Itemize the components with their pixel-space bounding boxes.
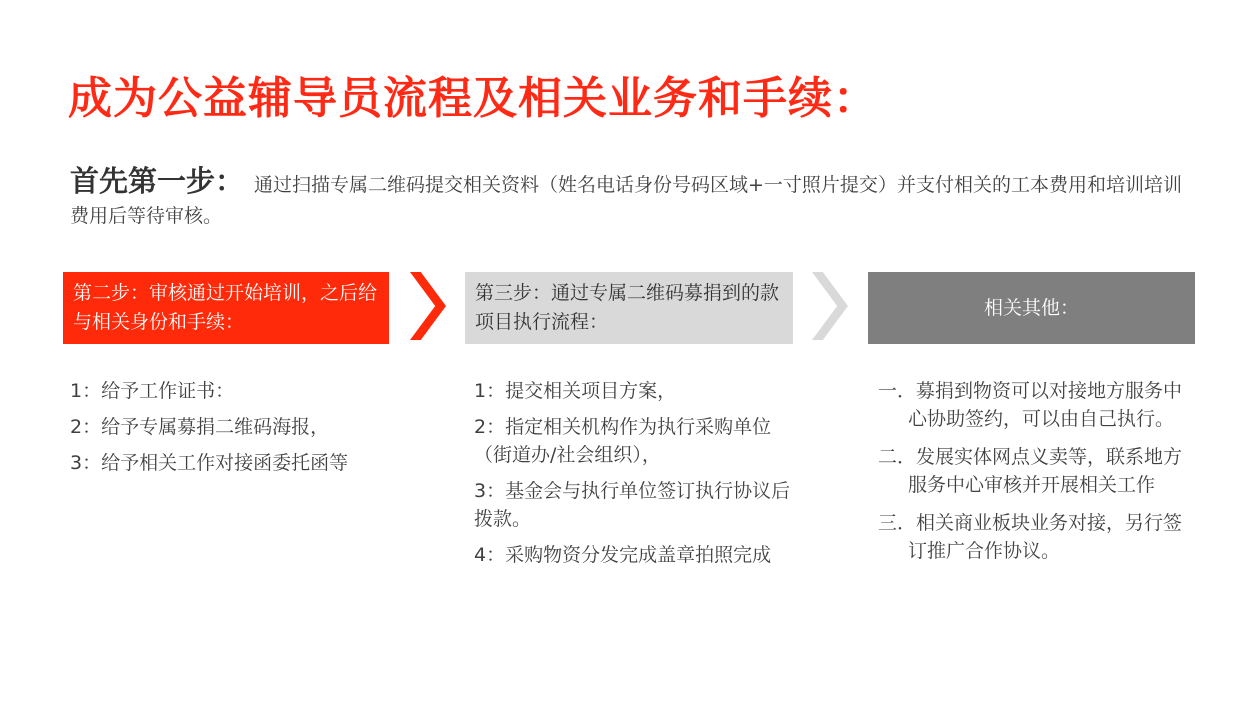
list-item: 一．募捐到物资可以对接地方服务中心协助签约，可以由自己执行。 <box>878 380 1183 430</box>
chevron-right-icon <box>812 272 848 340</box>
step3-list <box>474 377 794 577</box>
step1-lead: 首先第一步： <box>70 164 245 198</box>
step1-paragraph <box>70 166 1200 232</box>
other-list <box>878 377 1194 575</box>
chevron-right-icon <box>410 272 446 340</box>
other-header-box <box>868 272 1195 344</box>
list-item: 4：采购物资分发完成盖章拍照完成 <box>474 544 772 566</box>
list-item: 3：基金会与执行单位签订执行协议后拨款。 <box>474 480 791 530</box>
page-title: 成为公益辅导员流程及相关业务和手续： <box>68 73 878 124</box>
list-item: 二．发展实体网点义卖等，联系地方服务中心审核并开展相关工作 <box>878 446 1183 496</box>
step2-list <box>70 377 390 485</box>
step2-header-box: 第二步：审核通过开始培训，之后给与相关身份和手续： <box>63 272 389 344</box>
list-item: 3：给予相关工作对接函委托函等 <box>70 452 349 474</box>
list-item: 1：给予工作证书： <box>70 380 235 402</box>
list-item: 2：给予专属募捐二维码海报， <box>70 416 330 438</box>
list-item: 1：提交相关项目方案， <box>474 380 677 402</box>
other-header-label: 相关其他： <box>983 296 1079 319</box>
step1-text: 通过扫描专属二维码提交相关资料（姓名电话身份号码区域+一寸照片提交）并支付相关的工本费用和培训培训费用后等待审核。 <box>70 174 1182 227</box>
step3-header-box: 第三步：通过专属二维码募捐到的款项目执行流程： <box>465 272 793 344</box>
list-item: 三．相关商业板块业务对接，另行签订推广合作协议。 <box>878 512 1183 562</box>
list-item: 2：指定相关机构作为执行采购单位（街道办/社会组织）， <box>474 416 772 466</box>
